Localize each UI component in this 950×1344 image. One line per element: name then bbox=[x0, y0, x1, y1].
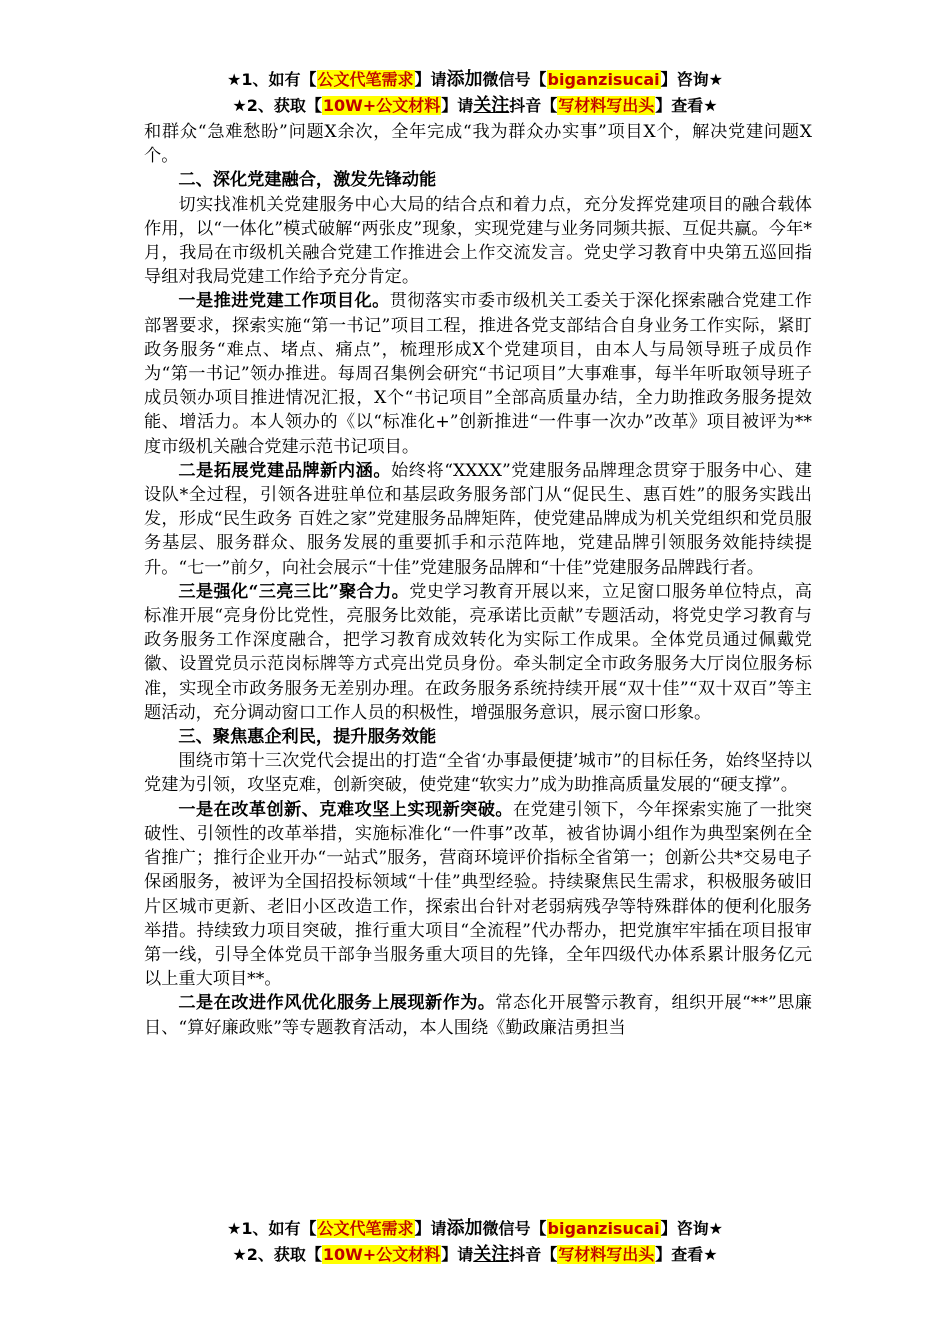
banner-highlight: 公文代笔需求 bbox=[317, 1219, 414, 1238]
banner-highlight: 10W+公文材料 bbox=[322, 96, 441, 115]
paragraph-body: 在党建引领下，今年探索实施了一批突破性、引领性的改革举措，实施标准化“一件事”改革，被省协调小组作为典型案例在全省推广；推行企业开办“一站式”服务，营商环境评价指标全省第一；创新公共*交易电子保函服务，被评为全国招投标领域“十佳”典型经验。持续聚焦民生需求，积极服务破旧片区城市更新、老旧小区改造工作，探索出台针对老弱病残孕等特殊群体的便利化服务举措。持续致力项目突破，推行重大项目“全流程”代办帮办，把党旗牢牢插在项目报审第一线，引导全体党员干部争当服务重大项目的先锋，全年四级代办体系累计服务亿元以上重大项目**。 bbox=[144, 799, 812, 990]
promo-banner-bottom bbox=[0, 1216, 950, 1268]
banner-text: 】请 bbox=[441, 1245, 474, 1264]
banner-highlight: 10W+公文材料 bbox=[322, 1245, 441, 1264]
banner-line-2 bbox=[0, 1242, 950, 1268]
section-heading: 三、聚焦惠企利民，提升服务效能 bbox=[178, 727, 437, 748]
banner-line-2 bbox=[0, 93, 950, 119]
banner-highlight: 写材料写出头 bbox=[558, 96, 655, 115]
banner-text: 】咨询★ bbox=[660, 70, 723, 89]
banner-emphasis: 关注 bbox=[473, 1244, 510, 1265]
banner-text: 】查看★ bbox=[655, 1245, 718, 1264]
section-heading: 二、深化党建融合，激发先锋动能 bbox=[178, 170, 437, 191]
paragraph bbox=[144, 459, 812, 580]
banner-text: ★2、获取【 bbox=[232, 1245, 322, 1264]
paragraph-body: 始终将“XXXX”党建服务品牌理念贯穿于服务中心、建设队*全过程，引领各进驻单位和基层政务服务部门从“促民生、惠百姓”的服务实践出发，形成“民生政务 百姓之家”党建服务品牌矩阵，使党建品牌成为机关党组织和党员服务基层、服务群众、服务发展的重要抓手和示范阵地，党建品牌引领服务效能持续提升。“七一”前夕，向社会展示“十佳”党建服务品牌和“十佳”党建服务品牌践行者。 bbox=[144, 460, 812, 578]
promo-banner-top bbox=[0, 67, 950, 119]
paragraph-lead: 三是强化“三亮三比”聚合力。 bbox=[178, 581, 410, 602]
banner-text: 】请 bbox=[414, 70, 447, 89]
banner-line-1 bbox=[0, 1216, 950, 1242]
paragraph-body: 党史学习教育开展以来，立足窗口服务单位特点，高标准开展“亮身份比党性，亮服务比效能，亮承诺比贡献”专题活动，将党史学习教育与政务服务工作深度融合，把学习教育成效转化为实际工作成果。全体党员通过佩戴党徽、设置党员示范岗标牌等方式亮出党员身份。牵头制定全市政务服务大厅岗位服务标准，实现全市政务服务无差别办理。在政务服务系统持续开展“双十佳”“双十双百”等主题活动，充分调动窗口工作人员的积极性，增强服务意识，展示窗口形象。 bbox=[144, 581, 812, 723]
paragraph: 和群众“急难愁盼”问题X余次，全年完成“我为群众办实事”项目X个，解决党建问题X个。 bbox=[144, 122, 812, 167]
banner-text: 】咨询★ bbox=[660, 1219, 723, 1238]
paragraph-body: 贯彻落实市委市级机关工委关于深化探索融合党建工作部署要求，探索实施“第一书记”项目工程，推进各党支部结合自身业务工作实际，紧盯政务服务“难点、堵点、痛点”，梳理形成X个党建项目，由本人与局领导班子成员作为“第一书记”领办推进。每周召集例会研究“书记项目”大事难事，每半年听取领导班子成员领办项目推进情况汇报，X个“书记项目”全部高质量办结，全力助推政务服务提效能、增活力。本人领办的《以“标准化+”创新推进“一件事一次办”改革》项目被评为**度市级机关融合党建示范书记项目。 bbox=[144, 291, 812, 457]
banner-emphasis: 添加 bbox=[446, 69, 483, 90]
banner-text: 】查看★ bbox=[655, 96, 718, 115]
banner-text: 微信号【 bbox=[482, 70, 547, 89]
paragraph: 切实找准机关党建服务中心大局的结合点和着力点，充分发挥党建项目的融合载体作用，以“一体化”模式破解“两张皮”现象，实现党建与业务同频共振、互促共赢。今年*月，我局在市级机关融合党建工作推进会上作交流发言。党史学习教育中央第五巡回指导组对我局党建工作给予充分肯定。 bbox=[144, 194, 812, 288]
paragraph-lead: 二是在改进作风优化服务上展现新作为。 bbox=[178, 993, 496, 1014]
paragraph bbox=[144, 798, 812, 992]
banner-text: ★1、如有【 bbox=[227, 70, 317, 89]
banner-highlight: biganzisucai bbox=[547, 1219, 660, 1238]
paragraph-lead: 一是在改革创新、克难攻坚上实现新突破。 bbox=[178, 799, 514, 820]
banner-line-1 bbox=[0, 67, 950, 93]
banner-highlight: 公文代笔需求 bbox=[317, 70, 414, 89]
banner-text: 抖音【 bbox=[509, 1245, 558, 1264]
banner-text: ★1、如有【 bbox=[227, 1219, 317, 1238]
banner-text: 微信号【 bbox=[482, 1219, 547, 1238]
paragraph-lead: 二是拓展党建品牌新内涵。 bbox=[178, 460, 392, 481]
paragraph bbox=[144, 991, 812, 1039]
banner-text: 】请 bbox=[441, 96, 474, 115]
banner-emphasis: 关注 bbox=[473, 95, 510, 116]
paragraph bbox=[144, 580, 812, 725]
paragraph bbox=[144, 289, 812, 458]
banner-text: 抖音【 bbox=[509, 96, 558, 115]
banner-emphasis: 添加 bbox=[446, 1218, 483, 1239]
banner-text: ★2、获取【 bbox=[232, 96, 322, 115]
banner-text: 】请 bbox=[414, 1219, 447, 1238]
paragraph-lead: 一是推进党建工作项目化。 bbox=[178, 291, 390, 312]
banner-highlight: biganzisucai bbox=[547, 70, 660, 89]
paragraph-body: 常态化开展警示教育，组织开展“**”思廉日、“算好廉政账”等专题教育活动，本人围绕《勤政廉洁勇担当 bbox=[144, 993, 812, 1038]
banner-highlight: 写材料写出头 bbox=[558, 1245, 655, 1264]
document-body bbox=[144, 120, 812, 1040]
paragraph: 围绕市第十三次党代会提出的打造“全省‘办事最便捷’城市”的目标任务，始终坚持以党建为引领，攻坚克难，创新突破，使党建“软实力”成为助推高质量发展的“硬支撑”。 bbox=[144, 751, 812, 796]
